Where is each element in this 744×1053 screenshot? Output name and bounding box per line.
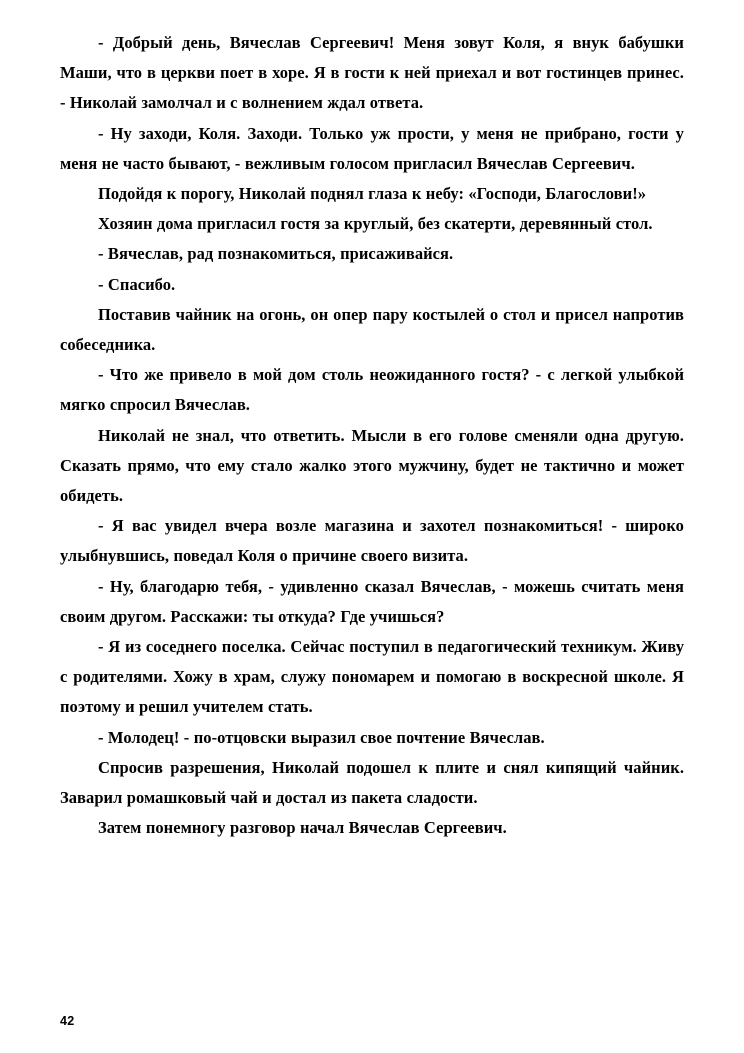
- paragraph: - Что же привело в мой дом столь неожиданного гостя? - с легкой улыбкой мягко спросил Вячеслав.: [60, 365, 684, 415]
- paragraph: Подойдя к порогу, Николай поднял глаза к небу: «Господи, Благослови!»: [98, 184, 647, 204]
- paragraph: - Спасибо.: [98, 274, 176, 294]
- paragraph: Спросив разрешения, Николай подошел к плите и снял кипящий чайник. Заварил ромашковый чай и достал из пакета сладости.: [60, 757, 684, 808]
- paragraph: Поставив чайник на огонь, он опер пару костылей о стол и присел напротив собеседника.: [60, 304, 684, 355]
- paragraph: - Молодец! - по-отцовски выразил свое почтение Вячеслав.: [98, 727, 545, 747]
- paragraph: Николай не знал, что ответить. Мысли в его голове сменяли одна другую. Сказать прямо, что ему стало жалко этого мужчину, будет не тактично и может обидеть.: [60, 425, 684, 506]
- paragraph: - Ну заходи, Коля. Заходи. Только уж прости, у меня не прибрано, гости у меня не часто бывают, - вежливым голосом пригласил Вячеслав Сергеевич.: [60, 123, 684, 173]
- paragraph: - Я из соседнего поселка. Сейчас поступил в педагогический техникум. Живу с родителями. Хожу в храм, служу пономарем и помогаю в воскресной школе. Я поэтому и решил учителем стать.: [60, 637, 684, 717]
- paragraph: - Вячеслав, рад познакомиться, присаживайся.: [98, 244, 454, 264]
- paragraph: - Я вас увидел вчера возле магазина и захотел познакомиться! - широко улыбнувшись, поведал Коля о причине своего визита.: [60, 516, 684, 566]
- paragraph: - Ну, благодарю тебя, - удивленно сказал Вячеслав, - можешь считать меня своим другом. Расскажи: ты откуда? Где учишься?: [60, 576, 684, 626]
- page-number: 42: [60, 1014, 75, 1028]
- page-text-body: [60, 28, 684, 843]
- paragraph: Хозяин дома пригласил гостя за круглый, без скатерти, деревянный стол.: [98, 214, 653, 234]
- paragraph: - Добрый день, Вячеслав Сергеевич! Меня зовут Коля, я внук бабушки Маши, что в церкви поет в хоре. Я в гости к ней приехал и вот гостинцев принес. - Николай замолчал и с волнением ждал ответа.: [60, 33, 684, 113]
- paragraph: Затем понемногу разговор начал Вячеслав Сергеевич.: [98, 818, 507, 838]
